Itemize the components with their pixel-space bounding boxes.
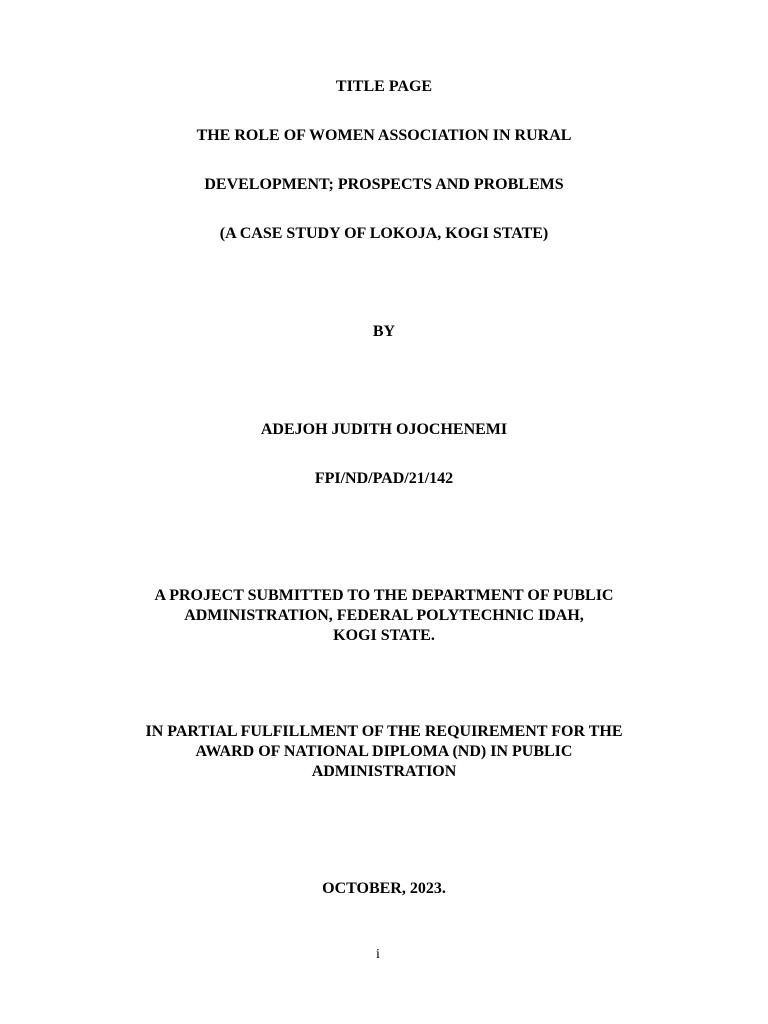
- submission-date: OCTOBER, 2023.: [322, 880, 446, 897]
- submission-line-3: KOGI STATE.: [333, 627, 435, 644]
- by-label: BY: [372, 323, 396, 340]
- submission-line-1: A PROJECT SUBMITTED TO THE DEPARTMENT OF PUBLIC: [154, 587, 614, 604]
- project-title-line-1: THE ROLE OF WOMEN ASSOCIATION IN RURAL: [196, 127, 572, 144]
- page-heading: TITLE PAGE: [335, 78, 433, 95]
- project-title-line-3: (A CASE STUDY OF LOKOJA, KOGI STATE): [219, 225, 549, 242]
- author-name: ADEJOH JUDITH OJOCHENEMI: [260, 421, 508, 438]
- fulfillment-line-1: IN PARTIAL FULFILLMENT OF THE REQUIREMENT FOR THE: [145, 723, 623, 740]
- fulfillment-line-3: ADMINISTRATION: [311, 763, 457, 780]
- registration-number: FPI/ND/PAD/21/142: [314, 470, 454, 487]
- project-title-line-2: DEVELOPMENT; PROSPECTS AND PROBLEMS: [204, 176, 564, 193]
- page-number: i: [376, 947, 380, 962]
- submission-line-2: ADMINISTRATION, FEDERAL POLYTECHNIC IDAH,: [184, 607, 584, 624]
- fulfillment-line-2: AWARD OF NATIONAL DIPLOMA (ND) IN PUBLIC: [195, 743, 573, 760]
